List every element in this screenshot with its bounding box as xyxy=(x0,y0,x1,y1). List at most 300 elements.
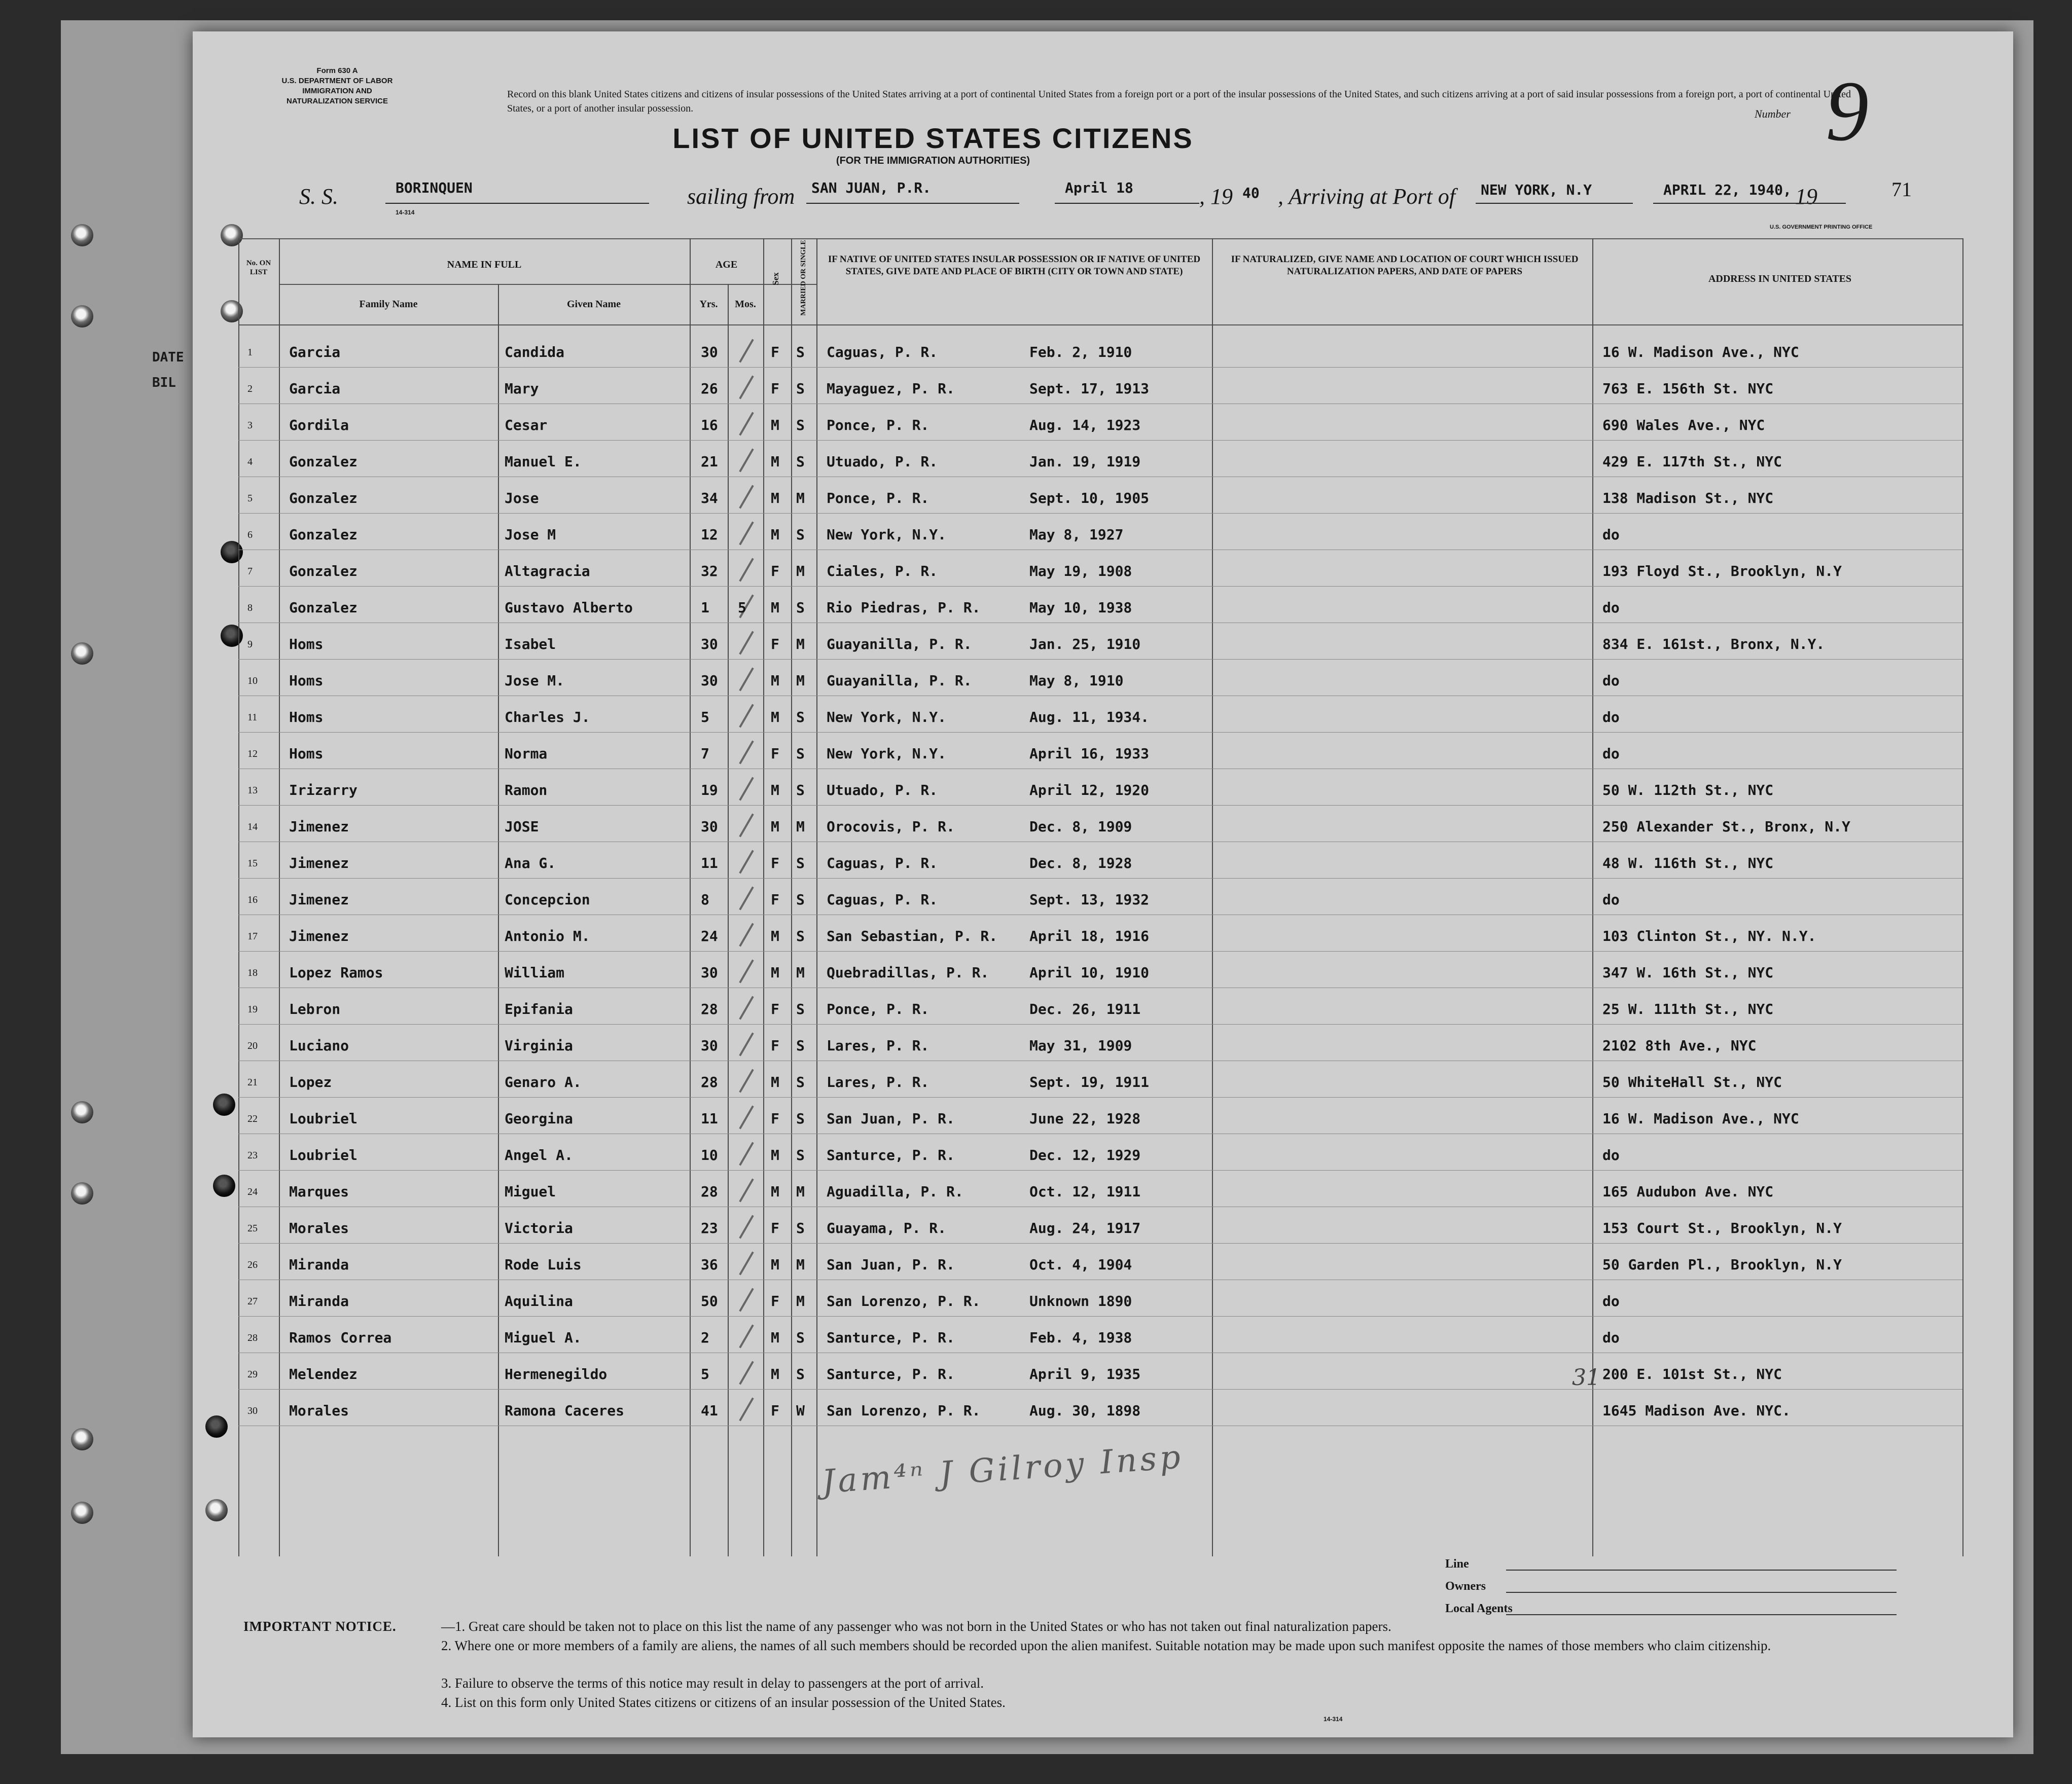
cell-given: Ramona Caceres xyxy=(505,1402,625,1419)
port-underline xyxy=(806,203,1019,204)
cell-no: 19 xyxy=(247,1004,258,1015)
cell-ms: M xyxy=(796,636,805,652)
ship-name: BORINQUEN xyxy=(396,179,473,196)
important-notice xyxy=(243,1617,1927,1710)
check-mark-icon xyxy=(739,412,754,435)
table-row xyxy=(238,554,1962,590)
check-mark-icon xyxy=(739,1142,754,1166)
arrival-date-underline xyxy=(1653,203,1846,204)
form-identifier xyxy=(238,66,436,106)
cell-sex: F xyxy=(771,344,779,360)
year-typed: 40 xyxy=(1242,185,1260,201)
cell-ms: S xyxy=(796,1074,805,1090)
cell-place: Guayama, P. R. xyxy=(827,1220,947,1236)
cell-sex: M xyxy=(771,1329,779,1346)
table-row xyxy=(238,481,1962,517)
cell-date: April 9, 1935 xyxy=(1029,1366,1141,1382)
check-mark-icon xyxy=(739,1069,754,1093)
cell-no: 23 xyxy=(247,1150,258,1161)
check-mark-icon xyxy=(739,558,754,581)
cell-yrs: 28 xyxy=(701,1001,718,1017)
cell-ms: M xyxy=(796,1256,805,1273)
cell-yrs: 30 xyxy=(701,818,718,835)
cell-date: Feb. 4, 1938 xyxy=(1029,1329,1132,1346)
cell-no: 9 xyxy=(247,639,253,650)
cell-place: Santurce, P. R. xyxy=(827,1366,955,1382)
line-label: Line xyxy=(1445,1557,1469,1571)
line-rule xyxy=(1506,1570,1897,1571)
cell-no: 10 xyxy=(247,675,258,686)
year-prefix: , 19 xyxy=(1199,184,1233,209)
cell-no: 17 xyxy=(247,931,258,942)
cell-ms: S xyxy=(796,380,805,397)
cell-no: 2 xyxy=(247,383,253,394)
cell-given: Genaro A. xyxy=(505,1074,582,1090)
table-row xyxy=(238,517,1962,553)
cell-yrs: 50 xyxy=(701,1293,718,1309)
cell-place: Rio Piedras, P. R. xyxy=(827,599,981,616)
header-address: ADDRESS IN UNITED STATES xyxy=(1708,273,1852,284)
cell-given: Jose xyxy=(505,490,539,506)
row-rule xyxy=(238,659,1962,660)
row-rule xyxy=(238,440,1962,441)
table-row xyxy=(238,1138,1962,1174)
cell-date: Aug. 30, 1898 xyxy=(1029,1402,1141,1419)
cell-family: Morales xyxy=(289,1220,349,1236)
cell-place: San Sebastian, P. R. xyxy=(827,928,998,944)
cell-address: 16 W. Madison Ave., NYC xyxy=(1602,344,1799,360)
cell-sex: M xyxy=(771,1147,779,1163)
page-subtitle: (FOR THE IMMIGRATION AUTHORITIES) xyxy=(836,155,1030,166)
arrival-year-prefix: 19 xyxy=(1795,184,1817,209)
cell-sex: M xyxy=(771,417,779,433)
cell-yrs: 1 xyxy=(701,599,709,616)
cell-family: Lebron xyxy=(289,1001,341,1017)
cell-sex: M xyxy=(771,782,779,798)
binder-hole-icon xyxy=(71,305,93,327)
cell-ms: M xyxy=(796,818,805,835)
cell-yrs: 36 xyxy=(701,1256,718,1273)
cell-no: 13 xyxy=(247,785,258,796)
cell-place: San Juan, P. R. xyxy=(827,1256,955,1273)
ss-label: S. S. xyxy=(299,184,338,209)
cell-sex: F xyxy=(771,563,779,579)
table-row xyxy=(238,700,1962,736)
cell-ms: W xyxy=(796,1402,805,1419)
cell-no: 6 xyxy=(247,529,253,540)
cell-yrs: 12 xyxy=(701,526,718,543)
cell-family: Miranda xyxy=(289,1293,349,1309)
cell-place: Santurce, P. R. xyxy=(827,1147,955,1163)
cell-yrs: 5 xyxy=(701,1366,709,1382)
cell-place: Caguas, P. R. xyxy=(827,344,938,360)
table-row xyxy=(238,371,1962,407)
cell-ms: M xyxy=(796,1293,805,1309)
cell-given: Cesar xyxy=(505,417,548,433)
page-hole-icon xyxy=(213,1094,235,1116)
cell-no: 4 xyxy=(247,456,253,467)
cell-address: do xyxy=(1602,599,1620,616)
cell-family: Melendez xyxy=(289,1366,358,1382)
cell-given: Angel A. xyxy=(505,1147,573,1163)
check-mark-icon xyxy=(739,1361,754,1385)
header-name-in-full: NAME IN FULL xyxy=(447,259,522,270)
cell-yrs: 23 xyxy=(701,1220,718,1236)
cell-address: 165 Audubon Ave. NYC xyxy=(1602,1183,1774,1200)
cell-date: Dec. 12, 1929 xyxy=(1029,1147,1141,1163)
cell-no: 5 xyxy=(247,493,253,504)
table-row xyxy=(238,663,1962,699)
cell-place: Ponce, P. R. xyxy=(827,1001,930,1017)
cell-address: 1645 Madison Ave. NYC. xyxy=(1602,1402,1791,1419)
cell-place: San Lorenzo, P. R. xyxy=(827,1293,981,1309)
cell-ms: S xyxy=(796,709,805,725)
cell-ms: S xyxy=(796,1329,805,1346)
check-mark-icon xyxy=(739,813,754,837)
handwritten-signature-image: Jam⁴ⁿ J Gilroy Insp xyxy=(820,1438,1185,1501)
cell-given: Manuel E. xyxy=(505,453,582,470)
check-mark-icon xyxy=(739,448,754,472)
cell-sex: M xyxy=(771,599,779,616)
cell-family: Loubriel xyxy=(289,1147,358,1163)
table-row xyxy=(238,882,1962,918)
service-name-line2: NATURALIZATION SERVICE xyxy=(286,97,388,105)
cell-family: Loubriel xyxy=(289,1110,358,1127)
cell-address: 50 Garden Pl., Brooklyn, N.Y xyxy=(1602,1256,1842,1273)
cell-address: do xyxy=(1602,891,1620,908)
cell-given: Hermenegildo xyxy=(505,1366,608,1382)
cell-family: Miranda xyxy=(289,1256,349,1273)
cell-no: 29 xyxy=(247,1369,258,1380)
cell-address: 153 Court St., Brooklyn, N.Y xyxy=(1602,1220,1842,1236)
table-row xyxy=(238,1247,1962,1283)
check-mark-icon xyxy=(739,631,754,654)
owners-label: Owners xyxy=(1445,1580,1486,1593)
cell-family: Gonzalez xyxy=(289,453,358,470)
table-row xyxy=(238,1320,1962,1356)
row-rule xyxy=(238,951,1962,952)
cell-date: Sept. 17, 1913 xyxy=(1029,380,1150,397)
notice-item-3: 3. Failure to observe the terms of this notice may result in delay to passengers at the port of arrival. xyxy=(441,1676,984,1691)
cell-no: 16 xyxy=(247,894,258,905)
cell-sex: M xyxy=(771,526,779,543)
header-family-name: Family Name xyxy=(359,299,418,310)
cell-yrs: 41 xyxy=(701,1402,718,1419)
cell-sex: F xyxy=(771,891,779,908)
page-number: 71 xyxy=(1891,178,1912,201)
cell-address: 200 E. 101st St., NYC xyxy=(1602,1366,1782,1382)
cell-date: Oct. 4, 1904 xyxy=(1029,1256,1132,1273)
row-rule xyxy=(238,1389,1962,1390)
cell-no: 8 xyxy=(247,602,253,613)
check-mark-icon xyxy=(739,777,754,800)
cell-no: 30 xyxy=(247,1405,258,1416)
cell-family: Gonzalez xyxy=(289,490,358,506)
row-rule xyxy=(238,586,1962,587)
notice-item-1: —1. Great care should be taken not to place on this list the name of any passenger who was not born in the United States or who has not taken out final naturalization papers. xyxy=(441,1619,1391,1634)
cell-yrs: 30 xyxy=(701,1037,718,1054)
cell-place: Ponce, P. R. xyxy=(827,417,930,433)
cell-no: 7 xyxy=(247,566,253,577)
header-naturalized: IF NATURALIZED, GIVE NAME AND LOCATION OF COURT WHICH ISSUED NATURALIZATION PAPERS, AND DATE OF PAPERS xyxy=(1231,254,1579,277)
cell-address: 2102 8th Ave., NYC xyxy=(1602,1037,1757,1054)
cell-date: April 18, 1916 xyxy=(1029,928,1150,944)
check-mark-icon xyxy=(739,704,754,727)
cell-given: Gustavo Alberto xyxy=(505,599,633,616)
cell-no: 1 xyxy=(247,347,253,358)
cell-date: May 19, 1908 xyxy=(1029,563,1132,579)
cell-sex: M xyxy=(771,818,779,835)
cell-address: 347 W. 16th St., NYC xyxy=(1602,964,1774,981)
cell-no: 26 xyxy=(247,1259,258,1270)
check-mark-icon xyxy=(739,1324,754,1348)
cell-family: Morales xyxy=(289,1402,349,1419)
check-mark-icon xyxy=(739,375,754,399)
cell-ms: M xyxy=(796,964,805,981)
cell-yrs: 30 xyxy=(701,672,718,689)
table-row xyxy=(238,1393,1962,1429)
cell-ms: M xyxy=(796,1183,805,1200)
passenger-table xyxy=(238,238,1962,1556)
cell-sex: M xyxy=(771,453,779,470)
cell-mos: 5 xyxy=(738,599,746,616)
cell-given: William xyxy=(505,964,565,981)
row-rule xyxy=(238,367,1962,368)
cell-date: May 8, 1910 xyxy=(1029,672,1124,689)
cell-no: 14 xyxy=(247,821,258,832)
table-row xyxy=(238,1357,1962,1393)
cell-place: Santurce, P. R. xyxy=(827,1329,955,1346)
table-row xyxy=(238,1101,1962,1137)
form-number: Form 630 A xyxy=(316,66,358,75)
form-code-small: 14-314 xyxy=(396,209,415,216)
cell-no: 25 xyxy=(247,1223,258,1234)
header-age: AGE xyxy=(715,259,738,270)
cell-date: Aug. 24, 1917 xyxy=(1029,1220,1141,1236)
cell-date: Sept. 10, 1905 xyxy=(1029,490,1150,506)
cell-place: Caguas, P. R. xyxy=(827,855,938,871)
cell-date: Dec. 8, 1909 xyxy=(1029,818,1132,835)
table-row xyxy=(238,335,1962,371)
cell-date: April 10, 1910 xyxy=(1029,964,1150,981)
table-top-border xyxy=(238,238,1962,239)
cell-family: Gonzalez xyxy=(289,599,358,616)
cell-address: do xyxy=(1602,672,1620,689)
cell-address: 50 WhiteHall St., NYC xyxy=(1602,1074,1782,1090)
header-sex: Sex xyxy=(771,272,780,285)
sailing-from-label: sailing from xyxy=(687,184,795,209)
table-row xyxy=(238,444,1962,480)
check-mark-icon xyxy=(739,521,754,545)
cell-given: Norma xyxy=(505,745,548,762)
page-hole-icon xyxy=(205,1415,228,1438)
table-row xyxy=(238,992,1962,1028)
agents-label: Local Agents xyxy=(1445,1602,1513,1615)
cell-no: 24 xyxy=(247,1186,258,1197)
cell-place: Aguadilla, P. R. xyxy=(827,1183,963,1200)
cell-date: May 31, 1909 xyxy=(1029,1037,1132,1054)
cell-ms: M xyxy=(796,563,805,579)
cell-family: Gordila xyxy=(289,417,349,433)
cell-family: Luciano xyxy=(289,1037,349,1054)
cell-no: 12 xyxy=(247,748,258,759)
check-mark-icon xyxy=(739,996,754,1020)
cell-place: San Juan, P. R. xyxy=(827,1110,955,1127)
cell-no: 3 xyxy=(247,420,253,431)
cell-ms: S xyxy=(796,599,805,616)
cell-no: 15 xyxy=(247,858,258,869)
row-rule xyxy=(238,1243,1962,1244)
cell-yrs: 32 xyxy=(701,563,718,579)
cell-no: 11 xyxy=(247,712,258,723)
cell-yrs: 16 xyxy=(701,417,718,433)
cell-yrs: 11 xyxy=(701,1110,718,1127)
cell-given: Altagracia xyxy=(505,563,590,579)
cell-no: 21 xyxy=(247,1077,258,1088)
cell-place: Mayaguez, P. R. xyxy=(827,380,955,397)
check-mark-icon xyxy=(739,339,754,362)
cell-given: Ramon xyxy=(505,782,548,798)
table-row xyxy=(238,846,1962,882)
row-rule xyxy=(238,732,1962,733)
cell-family: Gonzalez xyxy=(289,526,358,543)
agents-rule xyxy=(1506,1614,1897,1615)
cell-yrs: 19 xyxy=(701,782,718,798)
arrival-port-underline xyxy=(1476,203,1633,204)
cell-date: June 22, 1928 xyxy=(1029,1110,1141,1127)
cell-place: New York, N.Y. xyxy=(827,709,947,725)
cell-date: Dec. 8, 1928 xyxy=(1029,855,1132,871)
cell-address: 193 Floyd St., Brooklyn, N.Y xyxy=(1602,563,1842,579)
cell-address: do xyxy=(1602,526,1620,543)
cell-address: 429 E. 117th St., NYC xyxy=(1602,453,1782,470)
departure-date: April 18 xyxy=(1065,179,1133,196)
cell-family: Ramos Correa xyxy=(289,1329,392,1346)
cell-given: Ana G. xyxy=(505,855,556,871)
cell-yrs: 8 xyxy=(701,891,709,908)
cell-yrs: 34 xyxy=(701,490,718,506)
cell-family: Garcia xyxy=(289,344,341,360)
cell-place: Ponce, P. R. xyxy=(827,490,930,506)
cell-ms: S xyxy=(796,891,805,908)
line-owners-agents-block xyxy=(1445,1557,1513,1624)
binder-hole-icon xyxy=(71,1101,93,1123)
cell-ms: S xyxy=(796,1001,805,1017)
table-row xyxy=(238,590,1962,626)
header-mos: Mos. xyxy=(735,299,756,310)
date-underline xyxy=(1055,203,1199,204)
cell-yrs: 2 xyxy=(701,1329,709,1346)
cell-date: Aug. 11, 1934. xyxy=(1029,709,1150,725)
cell-no: 22 xyxy=(247,1113,258,1124)
table-row xyxy=(238,1211,1962,1247)
margin-annotation: 31 xyxy=(1572,1365,1600,1391)
cell-given: Mary xyxy=(505,380,539,397)
cell-date: April 16, 1933 xyxy=(1029,745,1150,762)
cell-yrs: 30 xyxy=(701,964,718,981)
cell-address: 690 Wales Ave., NYC xyxy=(1602,417,1765,433)
cell-address: 25 W. 111th St., NYC xyxy=(1602,1001,1774,1017)
binder-hole-icon xyxy=(71,642,93,665)
check-mark-icon xyxy=(739,740,754,764)
cell-ms: S xyxy=(796,1037,805,1054)
cell-family: Jimenez xyxy=(289,928,349,944)
table-row xyxy=(238,1028,1962,1064)
cell-place: Caguas, P. R. xyxy=(827,891,938,908)
check-mark-icon xyxy=(739,485,754,508)
cell-address: 48 W. 116th St., NYC xyxy=(1602,855,1774,871)
cell-ms: S xyxy=(796,1110,805,1127)
page-title: LIST OF UNITED STATES CITIZENS xyxy=(672,122,1194,154)
check-mark-icon xyxy=(739,1178,754,1202)
row-rule xyxy=(238,1316,1962,1317)
cell-date: Jan. 25, 1910 xyxy=(1029,636,1141,652)
header-birth: IF NATIVE OF UNITED STATES INSULAR POSSESSION OR IF NATIVE OF UNITED STATES, GIVE DATE AND PLACE OF BIRTH (CITY OR TOWN AND STATE) xyxy=(828,254,1201,277)
cell-family: Jimenez xyxy=(289,891,349,908)
cell-given: Isabel xyxy=(505,636,556,652)
table-row xyxy=(238,1065,1962,1101)
check-mark-icon xyxy=(739,1288,754,1312)
cell-sex: F xyxy=(771,636,779,652)
cell-address: do xyxy=(1602,709,1620,725)
cell-sex: F xyxy=(771,1402,779,1419)
cell-ms: S xyxy=(796,344,805,360)
service-name-line1: IMMIGRATION AND xyxy=(302,87,372,95)
notice-item-4: 4. List on this form only United States citizens or citizens of an insular possession of the United States. xyxy=(441,1695,1006,1710)
cell-date: May 8, 1927 xyxy=(1029,526,1124,543)
cell-address: 250 Alexander St., Bronx, N.Y xyxy=(1602,818,1850,835)
cell-sex: M xyxy=(771,928,779,944)
notice-lead: IMPORTANT NOTICE. xyxy=(243,1619,397,1634)
cell-family: Jimenez xyxy=(289,818,349,835)
row-rule xyxy=(238,1097,1962,1098)
cell-sex: F xyxy=(771,1220,779,1236)
cell-given: Antonio M. xyxy=(505,928,590,944)
check-mark-icon xyxy=(739,1105,754,1129)
cell-ms: S xyxy=(796,453,805,470)
cell-family: Marques xyxy=(289,1183,349,1200)
row-rule xyxy=(238,513,1962,514)
cell-family: Homs xyxy=(289,709,324,725)
cell-place: Lares, P. R. xyxy=(827,1037,930,1054)
form-code-footer: 14-314 xyxy=(1324,1716,1343,1723)
cell-place: San Lorenzo, P. R. xyxy=(827,1402,981,1419)
cell-address: do xyxy=(1602,745,1620,762)
check-mark-icon xyxy=(739,923,754,946)
cell-given: Rode Luis xyxy=(505,1256,582,1273)
table-row xyxy=(238,919,1962,955)
check-mark-icon xyxy=(739,1397,754,1421)
cell-address: 103 Clinton St., NY. N.Y. xyxy=(1602,928,1816,944)
cell-address: 50 W. 112th St., NYC xyxy=(1602,782,1774,798)
ship-underline xyxy=(385,203,649,204)
cell-family: Lopez xyxy=(289,1074,332,1090)
cell-ms: S xyxy=(796,855,805,871)
cell-date: May 10, 1938 xyxy=(1029,599,1132,616)
number-label: Number xyxy=(1755,107,1791,120)
table-row xyxy=(238,1174,1962,1210)
cell-no: 28 xyxy=(247,1332,258,1343)
cell-ms: S xyxy=(796,745,805,762)
cell-yrs: 7 xyxy=(701,745,709,762)
cell-ms: S xyxy=(796,1220,805,1236)
departure-port: SAN JUAN, P.R. xyxy=(811,179,932,196)
cell-address: 16 W. Madison Ave., NYC xyxy=(1602,1110,1799,1127)
cell-yrs: 24 xyxy=(701,928,718,944)
table-row xyxy=(238,955,1962,991)
department-name: U.S. DEPARTMENT OF LABOR xyxy=(281,77,393,85)
cell-sex: F xyxy=(771,1110,779,1127)
